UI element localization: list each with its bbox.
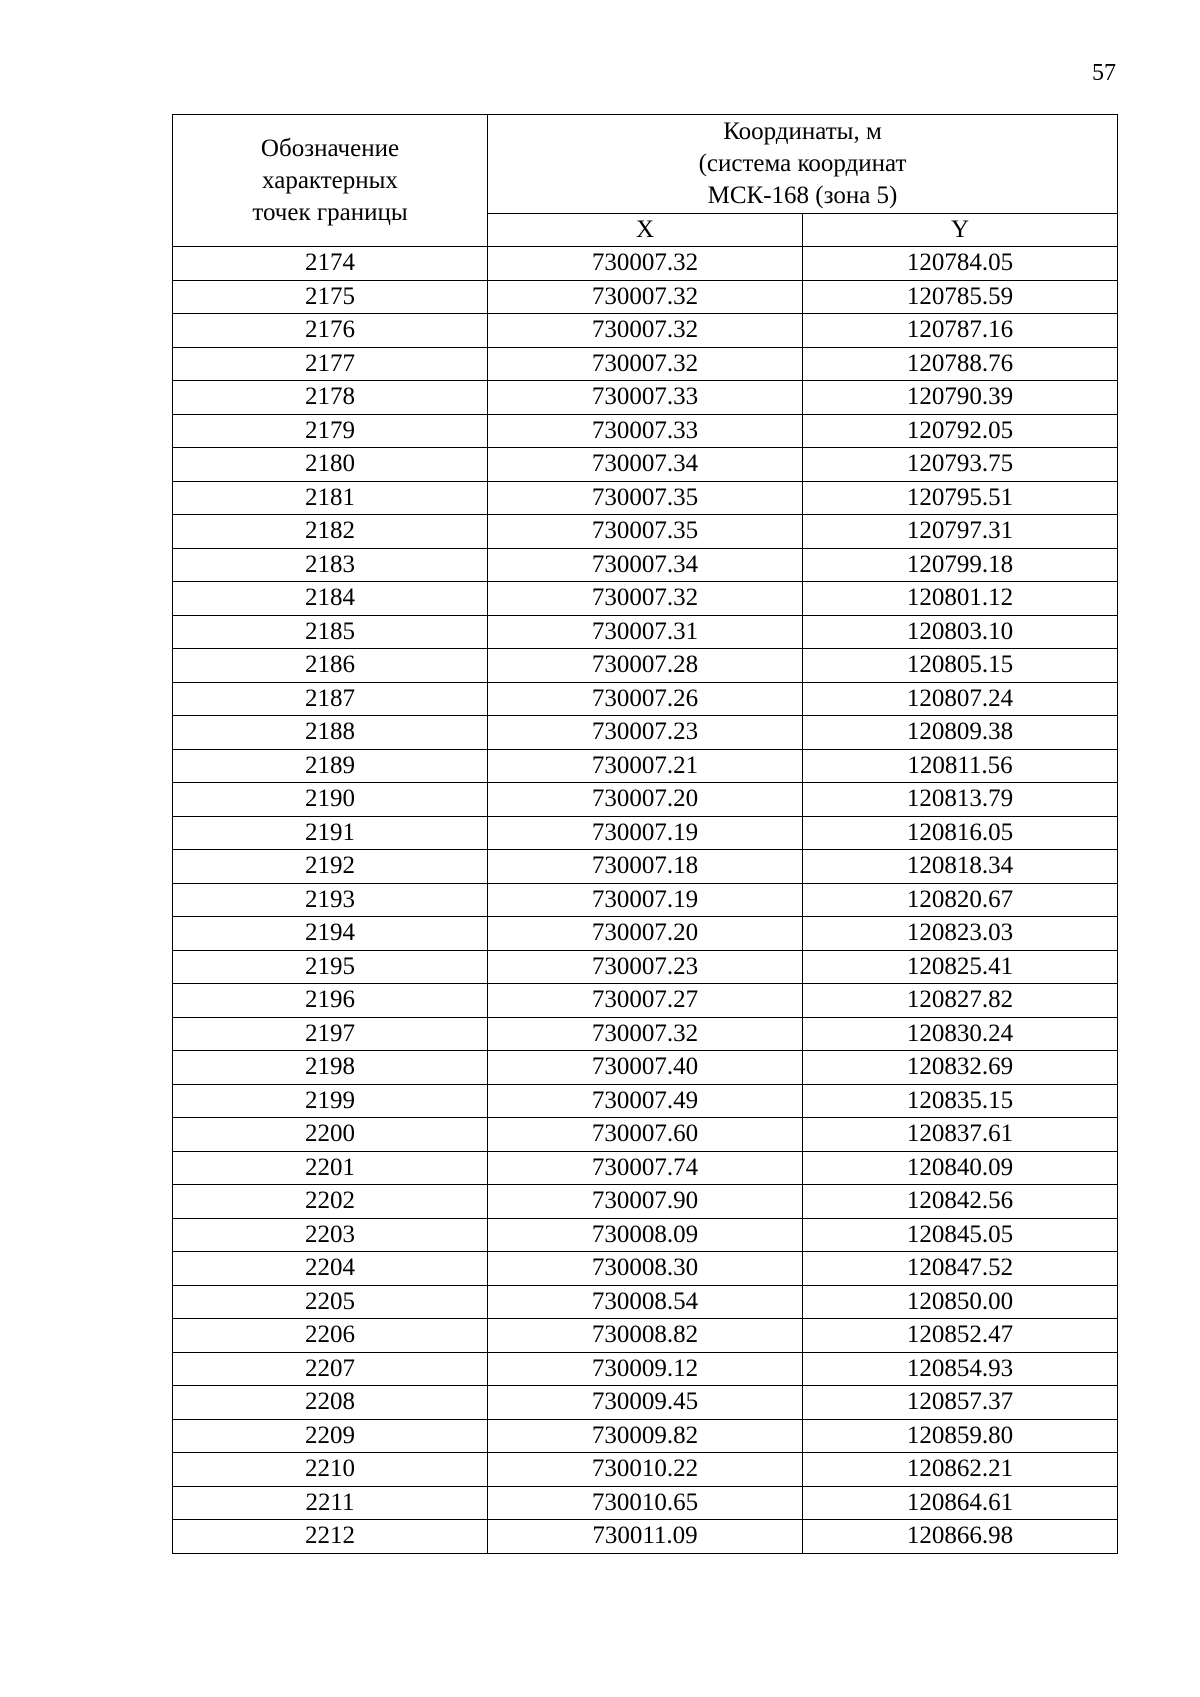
table-row xyxy=(173,1352,1118,1386)
point-id-cell: 2202 xyxy=(173,1185,488,1219)
point-id-cell: 2176 xyxy=(173,314,488,348)
table-row xyxy=(173,917,1118,951)
y-coordinate-cell: 120866.98 xyxy=(803,1520,1118,1554)
x-coordinate-cell: 730007.26 xyxy=(488,682,803,716)
header-coordinates-line-1: Координаты, м xyxy=(723,118,882,145)
x-coordinate-cell: 730009.12 xyxy=(488,1352,803,1386)
page-number: 57 xyxy=(1092,60,1116,86)
table-row xyxy=(173,984,1118,1018)
table-row xyxy=(173,582,1118,616)
table-row xyxy=(173,481,1118,515)
y-coordinate-cell: 120801.12 xyxy=(803,582,1118,616)
point-id-cell: 2210 xyxy=(173,1453,488,1487)
table-row xyxy=(173,381,1118,415)
table-row xyxy=(173,1285,1118,1319)
table-row xyxy=(173,1386,1118,1420)
table-row xyxy=(173,280,1118,314)
table-row xyxy=(173,1151,1118,1185)
y-coordinate-cell: 120832.69 xyxy=(803,1051,1118,1085)
x-coordinate-cell: 730007.19 xyxy=(488,883,803,917)
x-coordinate-cell: 730007.33 xyxy=(488,414,803,448)
x-coordinate-cell: 730007.32 xyxy=(488,1017,803,1051)
point-id-cell: 2182 xyxy=(173,515,488,549)
y-coordinate-cell: 120823.03 xyxy=(803,917,1118,951)
table-row xyxy=(173,515,1118,549)
y-coordinate-cell: 120840.09 xyxy=(803,1151,1118,1185)
table-row xyxy=(173,1453,1118,1487)
x-coordinate-cell: 730007.32 xyxy=(488,582,803,616)
point-id-cell: 2211 xyxy=(173,1486,488,1520)
x-coordinate-cell: 730007.23 xyxy=(488,716,803,750)
table-row xyxy=(173,1218,1118,1252)
header-points xyxy=(173,115,488,247)
table-row xyxy=(173,1051,1118,1085)
point-id-cell: 2207 xyxy=(173,1352,488,1386)
x-coordinate-cell: 730007.34 xyxy=(488,448,803,482)
point-id-cell: 2197 xyxy=(173,1017,488,1051)
point-id-cell: 2187 xyxy=(173,682,488,716)
point-id-cell: 2200 xyxy=(173,1118,488,1152)
y-coordinate-cell: 120803.10 xyxy=(803,615,1118,649)
x-coordinate-cell: 730007.31 xyxy=(488,615,803,649)
y-coordinate-cell: 120788.76 xyxy=(803,347,1118,381)
y-coordinate-cell: 120835.15 xyxy=(803,1084,1118,1118)
x-coordinate-cell: 730009.45 xyxy=(488,1386,803,1420)
header-coordinates-line-2: (система координат xyxy=(698,150,907,177)
point-id-cell: 2189 xyxy=(173,749,488,783)
table-row xyxy=(173,1520,1118,1554)
y-coordinate-cell: 120854.93 xyxy=(803,1352,1118,1386)
point-id-cell: 2199 xyxy=(173,1084,488,1118)
point-id-cell: 2205 xyxy=(173,1285,488,1319)
point-id-cell: 2196 xyxy=(173,984,488,1018)
y-coordinate-cell: 120864.61 xyxy=(803,1486,1118,1520)
header-y: Y xyxy=(803,214,1118,247)
table-row xyxy=(173,816,1118,850)
y-coordinate-cell: 120845.05 xyxy=(803,1218,1118,1252)
point-id-cell: 2201 xyxy=(173,1151,488,1185)
point-id-cell: 2186 xyxy=(173,649,488,683)
x-coordinate-cell: 730007.74 xyxy=(488,1151,803,1185)
point-id-cell: 2208 xyxy=(173,1386,488,1420)
table-body xyxy=(173,247,1118,1554)
table-row xyxy=(173,649,1118,683)
y-coordinate-cell: 120797.31 xyxy=(803,515,1118,549)
y-coordinate-cell: 120820.67 xyxy=(803,883,1118,917)
table-row xyxy=(173,883,1118,917)
point-id-cell: 2179 xyxy=(173,414,488,448)
table-row xyxy=(173,414,1118,448)
point-id-cell: 2185 xyxy=(173,615,488,649)
point-id-cell: 2194 xyxy=(173,917,488,951)
x-coordinate-cell: 730011.09 xyxy=(488,1520,803,1554)
y-coordinate-cell: 120784.05 xyxy=(803,247,1118,281)
y-coordinate-cell: 120813.79 xyxy=(803,783,1118,817)
x-coordinate-cell: 730007.32 xyxy=(488,314,803,348)
x-coordinate-cell: 730007.35 xyxy=(488,481,803,515)
y-coordinate-cell: 120862.21 xyxy=(803,1453,1118,1487)
header-points-line-3: точек границы xyxy=(252,198,408,226)
x-coordinate-cell: 730008.54 xyxy=(488,1285,803,1319)
x-coordinate-cell: 730008.09 xyxy=(488,1218,803,1252)
header-x: X xyxy=(488,214,803,247)
point-id-cell: 2177 xyxy=(173,347,488,381)
y-coordinate-cell: 120830.24 xyxy=(803,1017,1118,1051)
y-coordinate-cell: 120852.47 xyxy=(803,1319,1118,1353)
y-coordinate-cell: 120809.38 xyxy=(803,716,1118,750)
point-id-cell: 2195 xyxy=(173,950,488,984)
header-coordinates-line-3: МСК-168 (зона 5) xyxy=(707,182,898,209)
point-id-cell: 2175 xyxy=(173,280,488,314)
coordinates-table xyxy=(172,114,1118,1554)
point-id-cell: 2198 xyxy=(173,1051,488,1085)
x-coordinate-cell: 730010.22 xyxy=(488,1453,803,1487)
x-coordinate-cell: 730007.49 xyxy=(488,1084,803,1118)
table-row xyxy=(173,1319,1118,1353)
y-coordinate-cell: 120859.80 xyxy=(803,1419,1118,1453)
y-coordinate-cell: 120837.61 xyxy=(803,1118,1118,1152)
y-coordinate-cell: 120818.34 xyxy=(803,850,1118,884)
x-coordinate-cell: 730007.90 xyxy=(488,1185,803,1219)
point-id-cell: 2192 xyxy=(173,850,488,884)
x-coordinate-cell: 730007.27 xyxy=(488,984,803,1018)
x-coordinate-cell: 730008.30 xyxy=(488,1252,803,1286)
y-coordinate-cell: 120805.15 xyxy=(803,649,1118,683)
table-row xyxy=(173,716,1118,750)
x-coordinate-cell: 730007.20 xyxy=(488,917,803,951)
point-id-cell: 2204 xyxy=(173,1252,488,1286)
point-id-cell: 2174 xyxy=(173,247,488,281)
table-row xyxy=(173,1252,1118,1286)
point-id-cell: 2184 xyxy=(173,582,488,616)
table-row xyxy=(173,1486,1118,1520)
header-coordinates xyxy=(488,115,1118,214)
y-coordinate-cell: 120795.51 xyxy=(803,481,1118,515)
x-coordinate-cell: 730009.82 xyxy=(488,1419,803,1453)
x-coordinate-cell: 730007.33 xyxy=(488,381,803,415)
y-coordinate-cell: 120811.56 xyxy=(803,749,1118,783)
y-coordinate-cell: 120785.59 xyxy=(803,280,1118,314)
point-id-cell: 2178 xyxy=(173,381,488,415)
point-id-cell: 2188 xyxy=(173,716,488,750)
table-row xyxy=(173,1017,1118,1051)
y-coordinate-cell: 120825.41 xyxy=(803,950,1118,984)
point-id-cell: 2206 xyxy=(173,1319,488,1353)
x-coordinate-cell: 730008.82 xyxy=(488,1319,803,1353)
table-row xyxy=(173,548,1118,582)
point-id-cell: 2183 xyxy=(173,548,488,582)
point-id-cell: 2209 xyxy=(173,1419,488,1453)
table-row xyxy=(173,850,1118,884)
x-coordinate-cell: 730007.60 xyxy=(488,1118,803,1152)
y-coordinate-cell: 120827.82 xyxy=(803,984,1118,1018)
x-coordinate-cell: 730007.34 xyxy=(488,548,803,582)
table-row xyxy=(173,783,1118,817)
x-coordinate-cell: 730007.18 xyxy=(488,850,803,884)
x-coordinate-cell: 730007.20 xyxy=(488,783,803,817)
point-id-cell: 2203 xyxy=(173,1218,488,1252)
x-coordinate-cell: 730007.21 xyxy=(488,749,803,783)
table-row xyxy=(173,950,1118,984)
point-id-cell: 2180 xyxy=(173,448,488,482)
x-coordinate-cell: 730007.23 xyxy=(488,950,803,984)
table-row xyxy=(173,682,1118,716)
y-coordinate-cell: 120787.16 xyxy=(803,314,1118,348)
header-points-line-1: Обозначение xyxy=(260,134,400,162)
y-coordinate-cell: 120857.37 xyxy=(803,1386,1118,1420)
table-row xyxy=(173,1419,1118,1453)
point-id-cell: 2181 xyxy=(173,481,488,515)
y-coordinate-cell: 120790.39 xyxy=(803,381,1118,415)
x-coordinate-cell: 730007.32 xyxy=(488,280,803,314)
table-row xyxy=(173,615,1118,649)
y-coordinate-cell: 120816.05 xyxy=(803,816,1118,850)
table-row xyxy=(173,314,1118,348)
table-row xyxy=(173,1084,1118,1118)
point-id-cell: 2191 xyxy=(173,816,488,850)
table-row xyxy=(173,749,1118,783)
point-id-cell: 2190 xyxy=(173,783,488,817)
x-coordinate-cell: 730007.28 xyxy=(488,649,803,683)
x-coordinate-cell: 730007.19 xyxy=(488,816,803,850)
x-coordinate-cell: 730007.32 xyxy=(488,247,803,281)
x-coordinate-cell: 730007.32 xyxy=(488,347,803,381)
table-row xyxy=(173,247,1118,281)
y-coordinate-cell: 120807.24 xyxy=(803,682,1118,716)
y-coordinate-cell: 120792.05 xyxy=(803,414,1118,448)
x-coordinate-cell: 730007.35 xyxy=(488,515,803,549)
table-row xyxy=(173,347,1118,381)
point-id-cell: 2212 xyxy=(173,1520,488,1554)
y-coordinate-cell: 120847.52 xyxy=(803,1252,1118,1286)
x-coordinate-cell: 730010.65 xyxy=(488,1486,803,1520)
y-coordinate-cell: 120850.00 xyxy=(803,1285,1118,1319)
y-coordinate-cell: 120842.56 xyxy=(803,1185,1118,1219)
header-points-line-2: характерных xyxy=(262,166,398,194)
table-row xyxy=(173,448,1118,482)
y-coordinate-cell: 120793.75 xyxy=(803,448,1118,482)
point-id-cell: 2193 xyxy=(173,883,488,917)
table-row xyxy=(173,1118,1118,1152)
y-coordinate-cell: 120799.18 xyxy=(803,548,1118,582)
table-row xyxy=(173,1185,1118,1219)
x-coordinate-cell: 730007.40 xyxy=(488,1051,803,1085)
